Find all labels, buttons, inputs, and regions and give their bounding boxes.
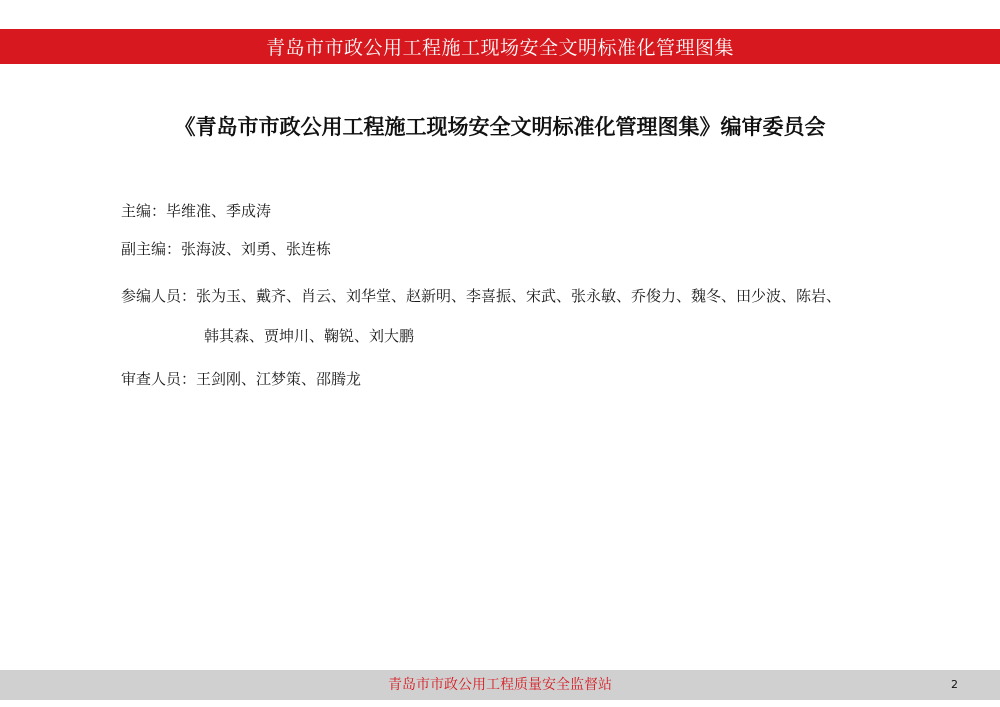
chief-editor-line xyxy=(121,200,271,221)
contributors-label: 参编人员： xyxy=(121,287,197,305)
footer-band xyxy=(0,670,1000,700)
reviewers-line xyxy=(121,368,361,389)
contributors-line-continued xyxy=(204,325,414,346)
chief-editor-names: 毕维准、季成涛 xyxy=(166,202,272,220)
header-title: 青岛市市政公用工程施工现场安全文明标准化管理图集 xyxy=(265,37,734,59)
reviewers-names: 王剑刚、江梦策、邵腾龙 xyxy=(196,370,362,388)
contributors-names: 张为玉、戴齐、肖云、刘华堂、赵新明、李喜振、宋武、张永敏、乔俊力、魏冬、田少波、陈岩、 xyxy=(196,287,842,305)
document-title: 《青岛市市政公用工程施工现场安全文明标准化管理图集》编审委员会 xyxy=(174,115,826,139)
reviewers-label: 审查人员： xyxy=(121,370,197,388)
deputy-editor-line xyxy=(121,238,331,259)
deputy-editor-names: 张海波、刘勇、张连栋 xyxy=(181,240,332,258)
contributors-names-continued: 韩其森、贾坤川、鞠锐、刘大鹏 xyxy=(204,327,415,345)
contributors-line xyxy=(121,285,841,306)
deputy-editor-label: 副主编： xyxy=(121,240,182,258)
footer-organization: 青岛市市政公用工程质量安全监督站 xyxy=(388,677,612,693)
chief-editor-label: 主编： xyxy=(121,202,167,220)
page-number: 2 xyxy=(951,678,958,691)
header-band xyxy=(0,29,1000,64)
